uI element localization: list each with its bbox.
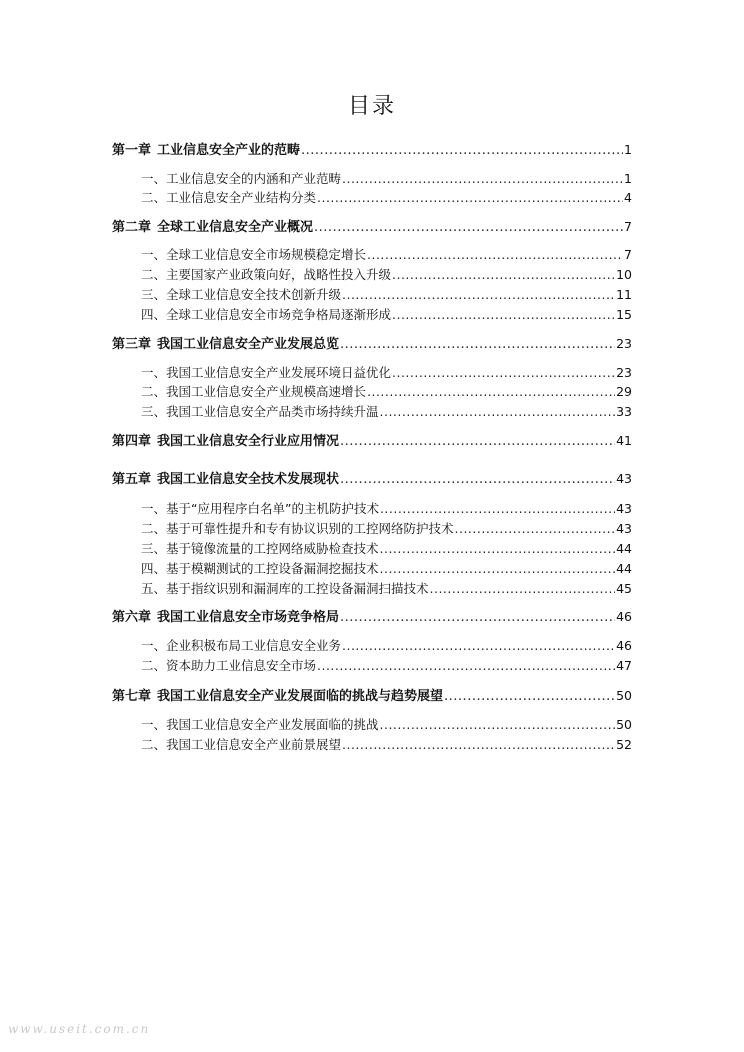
toc-section-entry[interactable]: [141, 716, 632, 734]
chapter-number: 第七章: [112, 689, 152, 704]
toc-section-entry[interactable]: [141, 266, 632, 284]
page-number: 52: [616, 737, 632, 752]
chapter-number: 第四章: [112, 434, 152, 449]
page-number: 11: [616, 287, 632, 302]
toc-entry-title: [141, 657, 316, 675]
dot-leader: [317, 189, 623, 207]
toc-section-entry[interactable]: [141, 637, 632, 655]
entry-text: 我国工业信息安全产业发展总览: [157, 337, 340, 352]
page-number: 45: [616, 581, 632, 596]
toc-entry-title: [141, 403, 379, 421]
toc-entry-title: [112, 433, 339, 451]
toc-section-entry[interactable]: [141, 736, 632, 754]
page-number: 50: [616, 688, 632, 703]
toc-section-entry[interactable]: [141, 657, 632, 675]
entry-text: 一、全球工业信息安全市场规模稳定增长: [141, 247, 367, 262]
entry-text: 我国工业信息安全行业应用情况: [157, 434, 340, 449]
page-number: 29: [616, 384, 632, 399]
toc-section-entry[interactable]: [141, 189, 632, 207]
page-number: 43: [616, 471, 632, 486]
toc-chapter-entry[interactable]: [112, 335, 632, 353]
toc-section-entry[interactable]: [141, 560, 632, 578]
page-number: 23: [616, 365, 632, 380]
page-number: 46: [616, 638, 632, 653]
dot-leader: [380, 403, 616, 421]
toc-entry-title: [141, 306, 391, 324]
toc-section-entry[interactable]: [141, 383, 632, 401]
page-number: 41: [616, 433, 632, 448]
dot-leader: [340, 336, 615, 354]
entry-text: 二、工业信息安全产业结构分类: [141, 190, 317, 205]
entry-text: 四、全球工业信息安全市场竞争格局逐渐形成: [141, 307, 392, 322]
page-number: 50: [616, 717, 632, 732]
entry-text: 五、基于指纹识别和漏洞库的工控设备漏洞扫描技术: [141, 581, 429, 596]
toc-chapter-entry[interactable]: [112, 141, 632, 159]
entry-text: 一、基于“应用程序白名单”的主机防护技术: [141, 501, 379, 516]
entry-text: 一、企业积极布局工业信息安全业务: [141, 638, 342, 653]
toc-entry-title: [141, 500, 379, 518]
page-number: 10: [616, 267, 632, 282]
toc-entry-title: [112, 688, 443, 706]
toc-entry-title: [112, 219, 313, 237]
dot-leader: [317, 657, 615, 675]
dot-leader: [342, 170, 623, 188]
toc-section-entry[interactable]: [141, 364, 632, 382]
entry-text: 一、我国工业信息安全产业发展环境日益优化: [141, 365, 392, 380]
entry-text: 我国工业信息安全市场竞争格局: [157, 610, 340, 625]
page-number: 7: [624, 247, 632, 262]
entry-text: 全球工业信息安全产业概况: [157, 220, 314, 235]
entry-text: 一、工业信息安全的内涵和产业范畴: [141, 171, 342, 186]
toc-section-entry[interactable]: [141, 403, 632, 421]
page-number: 44: [616, 541, 632, 556]
dot-leader: [342, 736, 615, 754]
entry-text: 我国工业信息安全产业发展面临的挑战与趋势展望: [157, 689, 444, 704]
page-number: 15: [616, 307, 632, 322]
chapter-number: 第五章: [112, 472, 152, 487]
dot-leader: [367, 383, 615, 401]
page-number: 23: [616, 336, 632, 351]
dot-leader: [380, 540, 616, 558]
toc-entry-title: [141, 637, 341, 655]
dot-leader: [392, 266, 615, 284]
page-number: 47: [616, 658, 632, 673]
chapter-number: 第六章: [112, 610, 152, 625]
entry-text: 三、我国工业信息安全产品类市场持续升温: [141, 404, 379, 419]
page-number: 43: [616, 521, 632, 536]
dot-leader: [314, 219, 623, 237]
chapter-number: 第二章: [112, 220, 152, 235]
toc-chapter-entry[interactable]: [112, 687, 632, 705]
entry-text: 一、我国工业信息安全产业发展面临的挑战: [141, 717, 379, 732]
chapter-number: 第一章: [112, 143, 152, 158]
dot-leader: [380, 716, 616, 734]
toc-entry-title: [112, 142, 300, 160]
dot-leader: [367, 246, 623, 264]
page-number: 7: [624, 219, 632, 234]
dot-leader: [342, 637, 615, 655]
watermark: www.useit.com.cn: [8, 1022, 151, 1036]
page-number: 1: [624, 171, 632, 186]
toc-entry-title: [141, 716, 379, 734]
entry-text: 二、我国工业信息安全产业前景展望: [141, 737, 342, 752]
toc-entry-title: [141, 286, 341, 304]
toc-entry-title: [141, 560, 379, 578]
dot-leader: [301, 142, 623, 160]
page-title: 目录: [347, 94, 396, 119]
page-number: 1: [624, 142, 632, 157]
dot-leader: [340, 433, 615, 451]
toc-chapter-entry[interactable]: [112, 432, 632, 450]
toc-section-entry[interactable]: [141, 306, 632, 324]
entry-text: 四、基于模糊测试的工控设备漏洞挖掘技术: [141, 561, 379, 576]
toc-section-entry[interactable]: [141, 170, 632, 188]
toc-entry-title: [141, 520, 454, 538]
toc-entry-title: [141, 364, 391, 382]
toc-entry-title: [112, 336, 339, 354]
toc-entry-title: [141, 246, 366, 264]
entry-text: 我国工业信息安全技术发展现状: [157, 472, 340, 487]
chapter-number: 第三章: [112, 337, 152, 352]
entry-text: 三、基于镜像流量的工控网络威胁检查技术: [141, 541, 379, 556]
toc-chapter-entry[interactable]: [112, 608, 632, 626]
dot-leader: [380, 560, 616, 578]
dot-leader: [392, 364, 615, 382]
toc-entry-title: [112, 471, 339, 489]
page-number: 43: [616, 501, 632, 516]
page-number: 4: [624, 190, 632, 205]
toc-chapter-entry[interactable]: [112, 470, 632, 488]
toc-section-entry[interactable]: [141, 286, 632, 304]
page-number: 44: [616, 561, 632, 576]
toc-section-entry[interactable]: [141, 540, 632, 558]
page-number: 46: [616, 609, 632, 624]
dot-leader: [430, 580, 616, 598]
toc-entry-title: [112, 609, 339, 627]
entry-text: 二、基于可靠性提升和专有协议识别的工控网络防护技术: [141, 521, 454, 536]
toc-section-entry[interactable]: [141, 520, 632, 538]
entry-text: 二、资本助力工业信息安全市场: [141, 658, 317, 673]
entry-text: 二、我国工业信息安全产业规模高速增长: [141, 384, 367, 399]
page-number: 33: [616, 404, 632, 419]
dot-leader: [444, 688, 615, 706]
toc-entry-title: [141, 540, 379, 558]
toc-section-entry[interactable]: [141, 246, 632, 264]
entry-text: 三、全球工业信息安全技术创新升级: [141, 287, 342, 302]
toc-entry-title: [141, 383, 366, 401]
dot-leader: [455, 520, 616, 538]
toc-entry-title: [141, 170, 341, 188]
dot-leader: [340, 471, 615, 489]
entry-text: 工业信息安全产业的范畴: [157, 143, 301, 158]
toc-section-entry[interactable]: [141, 580, 632, 598]
toc-entry-title: [141, 189, 316, 207]
toc-entry-title: [141, 736, 341, 754]
toc-entry-title: [141, 266, 391, 284]
dot-leader: [342, 286, 615, 304]
toc-chapter-entry[interactable]: [112, 218, 632, 236]
entry-text: 二、主要国家产业政策向好，战略性投入升级: [141, 267, 392, 282]
toc-section-entry[interactable]: [141, 500, 632, 518]
dot-leader: [340, 609, 615, 627]
toc-entry-title: [141, 580, 429, 598]
dot-leader: [392, 306, 615, 324]
dot-leader: [380, 500, 615, 518]
